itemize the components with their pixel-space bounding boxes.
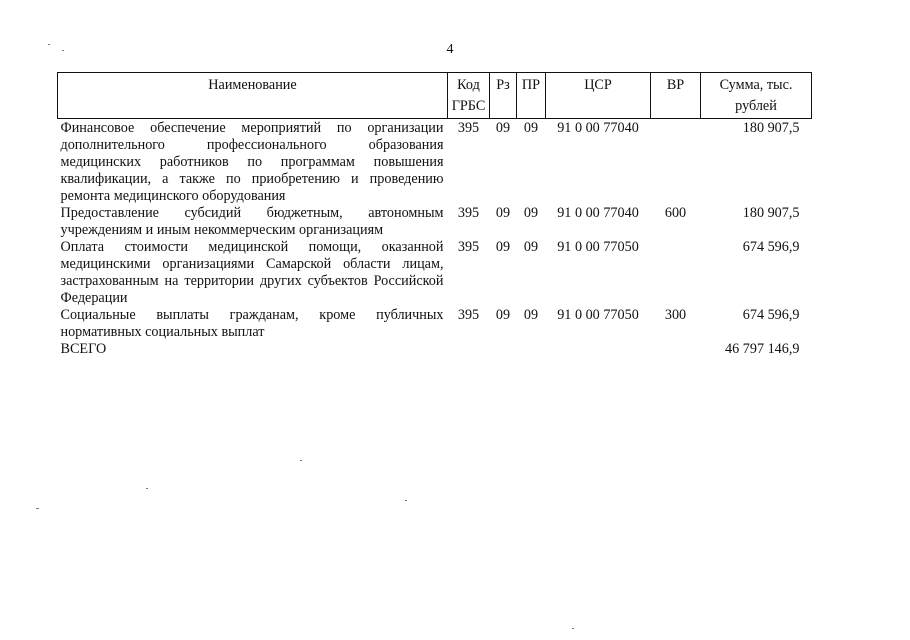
scan-speck	[405, 500, 407, 501]
row-sum: 180 907,5	[742, 120, 800, 136]
table-row	[58, 307, 812, 341]
row-vr: 300	[664, 307, 687, 323]
scan-speck	[62, 50, 64, 51]
total-sum: 46 797 146,9	[725, 341, 800, 357]
row-vr: 600	[664, 205, 687, 221]
row-grbs: 395	[457, 307, 480, 323]
row-name: Социальные выплаты гражданам, кроме публичных нормативных социальных выплат	[60, 307, 444, 340]
header-vr: ВР	[651, 73, 701, 119]
row-rz: 09	[495, 239, 511, 255]
row-name: Оплата стоимости медицинской помощи, оказанной медицинскими организациями Самарской области лицам, застрахованным на территории других субъектов Российской Федерации	[60, 239, 444, 306]
scan-speck	[146, 488, 148, 489]
row-rz: 09	[495, 205, 511, 221]
header-sum: Сумма, тыс. рублей	[701, 73, 812, 119]
scan-speck	[36, 508, 39, 509]
table-row	[58, 205, 812, 239]
row-grbs: 395	[457, 239, 480, 255]
row-grbs: 395	[457, 120, 480, 136]
row-sum: 180 907,5	[742, 205, 800, 221]
header-rz: Рз	[490, 73, 517, 119]
scan-speck	[572, 628, 574, 629]
table-header-row	[58, 73, 812, 119]
row-sum: 674 596,9	[742, 307, 800, 323]
row-csr: 91 0 00 77040	[557, 205, 639, 221]
row-sum: 674 596,9	[742, 239, 800, 255]
row-csr: 91 0 00 77050	[557, 307, 639, 323]
row-pr: 09	[523, 120, 539, 136]
row-rz: 09	[495, 120, 511, 136]
header-pr: ПР	[517, 73, 546, 119]
row-rz: 09	[495, 307, 511, 323]
budget-table	[57, 72, 812, 358]
total-row	[58, 341, 812, 358]
table-row	[58, 239, 812, 307]
row-vr	[651, 119, 701, 206]
page-number: 4	[446, 42, 454, 57]
scan-speck	[300, 460, 302, 461]
row-pr: 09	[523, 205, 539, 221]
row-csr: 91 0 00 77050	[557, 239, 639, 255]
header-name: Наименование	[58, 73, 448, 119]
total-label: ВСЕГО	[60, 341, 107, 357]
header-csr: ЦСР	[546, 73, 651, 119]
row-grbs: 395	[457, 205, 480, 221]
scan-speck	[48, 44, 50, 45]
row-name: Предоставление субсидий бюджетным, автономным учреждениям и иным некоммерческим организациям	[60, 205, 444, 238]
row-csr: 91 0 00 77040	[557, 120, 639, 136]
row-vr	[651, 239, 701, 307]
row-pr: 09	[523, 239, 539, 255]
table-row	[58, 119, 812, 206]
header-grbs: Код ГРБС	[448, 73, 490, 119]
row-name: Финансовое обеспечение мероприятий по организации дополнительного профессионального образования медицинских работников по программам повышения квалификации, а также по приобретению и проведению ремонта медицинского оборудования	[60, 120, 444, 204]
row-pr: 09	[523, 307, 539, 323]
